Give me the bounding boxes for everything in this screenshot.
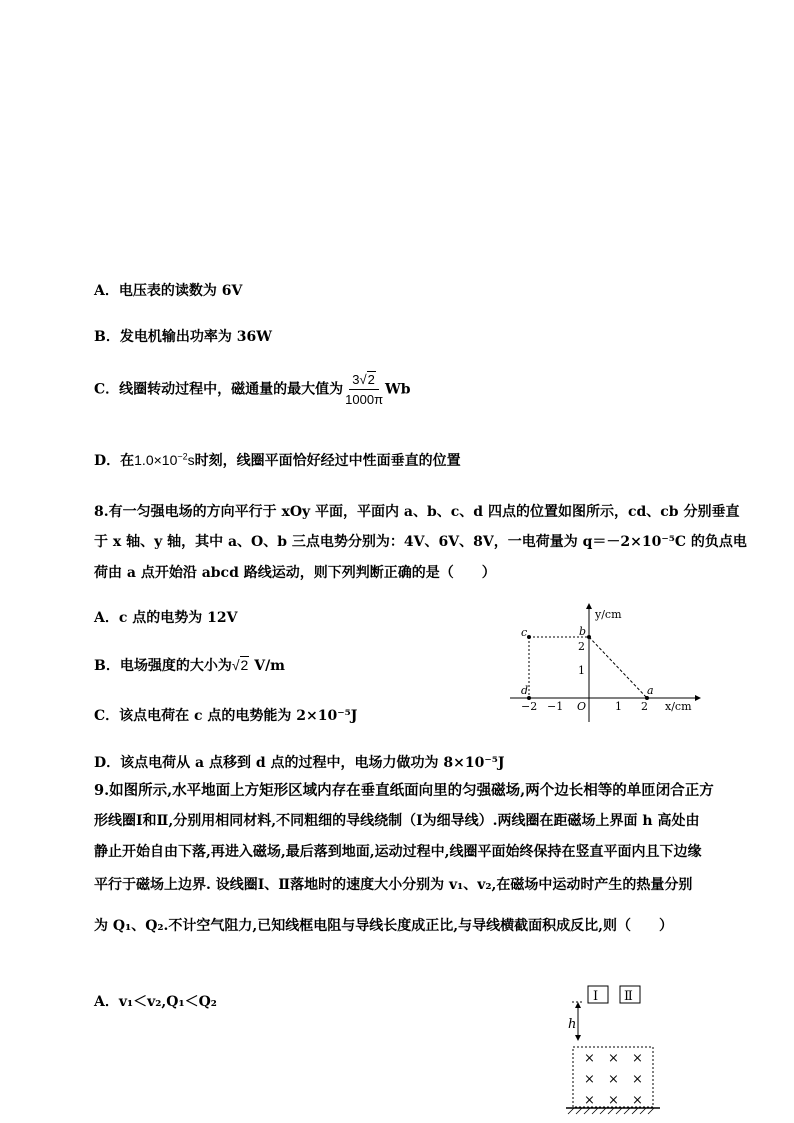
field-mark: × — [632, 1051, 643, 1066]
q8-option-b-radicand: 2 — [240, 657, 249, 673]
y-tick-1: 1 — [578, 664, 585, 677]
q7-option-d-unit: s — [187, 452, 195, 468]
field-mark: × — [632, 1072, 643, 1087]
origin-label: O — [577, 700, 587, 713]
q9-stem-line5: 为 Q₁、Q₂.不计空气阻力,已知线框电阻与导线长度成正比,与导线横截面积成反比,则（ ） — [94, 918, 674, 934]
q9-option-a: A．v₁＜v₂,Q₁＜Q₂ — [94, 994, 217, 1010]
q8-option-b — [94, 655, 285, 675]
y-axis-arrow — [586, 603, 592, 609]
point-label-a: a — [647, 684, 654, 697]
q7-option-c-numerator — [349, 372, 379, 390]
point-label-d: d — [521, 684, 529, 697]
field-mark: × — [608, 1072, 619, 1087]
q7-option-c-num-coef: 3 — [352, 372, 360, 387]
q7-option-c-fraction — [345, 372, 383, 407]
q8-option-d: D．该点电荷从 a 点移到 d 点的过程中，电场力做功为 8×10⁻⁵J — [94, 755, 505, 771]
field-mark: × — [608, 1051, 619, 1066]
field-mark: × — [608, 1093, 619, 1108]
y-axis-label: y/cm — [595, 608, 622, 621]
q9-stem-line2: 形线圈Ⅰ和Ⅱ,分别用相同材料,不同粗细的导线绕制（Ⅰ为细导线）.两线圈在距磁场上界面 h 高处由 — [94, 813, 700, 829]
height-arrow-bottom — [575, 1035, 581, 1041]
q7-option-d — [94, 450, 461, 470]
point-label-b: b — [579, 625, 587, 638]
q7-option-c-radicand: 2 — [367, 372, 375, 387]
q7-option-a: A．电压表的读数为 6V — [94, 283, 243, 299]
q7-option-c-text: C．线圈转动过程中，磁通量的最大值为 — [94, 381, 344, 398]
q8-option-b-unit: V/m — [249, 658, 285, 674]
q7-option-c-sqrt: √2 — [359, 372, 375, 387]
ground-hatching — [568, 1108, 654, 1114]
field-mark: × — [584, 1093, 595, 1108]
q8-stem-line3: 荷由 a 点开始沿 abcd 路线运动，则下列判断正确的是（ ） — [94, 565, 496, 581]
field-mark: × — [584, 1051, 595, 1066]
q7-option-c-unit: Wb — [385, 381, 411, 398]
q7-option-c-denominator: 1000π — [345, 392, 384, 407]
coil-2-label: Ⅱ — [624, 989, 633, 1004]
height-arrow-top — [575, 1002, 581, 1008]
point-b — [587, 635, 591, 639]
x-tick-2: 2 — [641, 700, 648, 713]
x-tick-neg1: −1 — [547, 700, 564, 713]
field-mark: × — [584, 1072, 595, 1087]
x-axis-label: x/cm — [665, 700, 692, 713]
y-tick-2: 2 — [578, 640, 585, 653]
field-mark: × — [632, 1093, 643, 1108]
q7-option-d-exp: −2 — [177, 451, 188, 462]
x-tick-neg2: −2 — [521, 700, 538, 713]
q9-stem-line3: 静止开始自由下落,再进入磁场,最后落到地面,运动过程中,线圈平面始终保持在竖直平面内且下边缘 — [94, 844, 702, 860]
point-label-c: c — [521, 626, 528, 639]
point-c — [527, 635, 531, 639]
q8-option-b-sqrt: √2 — [231, 657, 249, 673]
segment-ba — [589, 637, 647, 698]
q7-option-d-suffix: 时刻，线圈平面恰好经过中性面垂直的位置 — [194, 453, 461, 469]
q7-option-d-prefix: D．在 — [94, 453, 135, 469]
q8-stem-line2: 于 x 轴、y 轴，其中 a、O、b 三点电势分别为：4V、6V、8V，一电荷量为 q＝－2×10⁻⁵C 的负点电 — [94, 534, 747, 550]
q9-stem-line1: 9.如图所示,水平地面上方矩形区域内存在垂直纸面向里的匀强磁场,两个边长相等的单匝闭合正方 — [94, 782, 714, 799]
coil-1-label: Ⅰ — [593, 989, 599, 1004]
q8-option-b-prefix: B．电场强度的大小为 — [94, 658, 232, 674]
q8-stem-line1: 8.有一匀强电场的方向平行于 xOy 平面，平面内 a、b、c、d 四点的位置如图所示，cd、cb 分别垂直 — [94, 504, 740, 520]
q7-option-b: B．发电机输出功率为 36W — [94, 329, 272, 345]
q7-option-c — [94, 372, 411, 407]
x-tick-1: 1 — [615, 700, 622, 713]
x-axis-arrow — [695, 695, 701, 701]
q8-option-a: A．c 点的电势为 12V — [94, 610, 238, 626]
q8-option-c: C．该点电荷在 c 点的电势能为 2×10⁻⁵J — [94, 708, 358, 724]
height-label: h — [568, 1017, 577, 1032]
q8-coordinate-figure — [505, 600, 705, 725]
q7-option-d-time — [134, 452, 194, 468]
q9-magnetic-field-figure — [560, 980, 670, 1115]
q7-option-d-coef: 1.0×10 — [134, 452, 178, 468]
q9-stem-line4: 平行于磁场上边界. 设线圈Ⅰ、Ⅱ落地时的速度大小分别为 v₁、v₂,在磁场中运动时产生的热量分别 — [94, 877, 693, 893]
